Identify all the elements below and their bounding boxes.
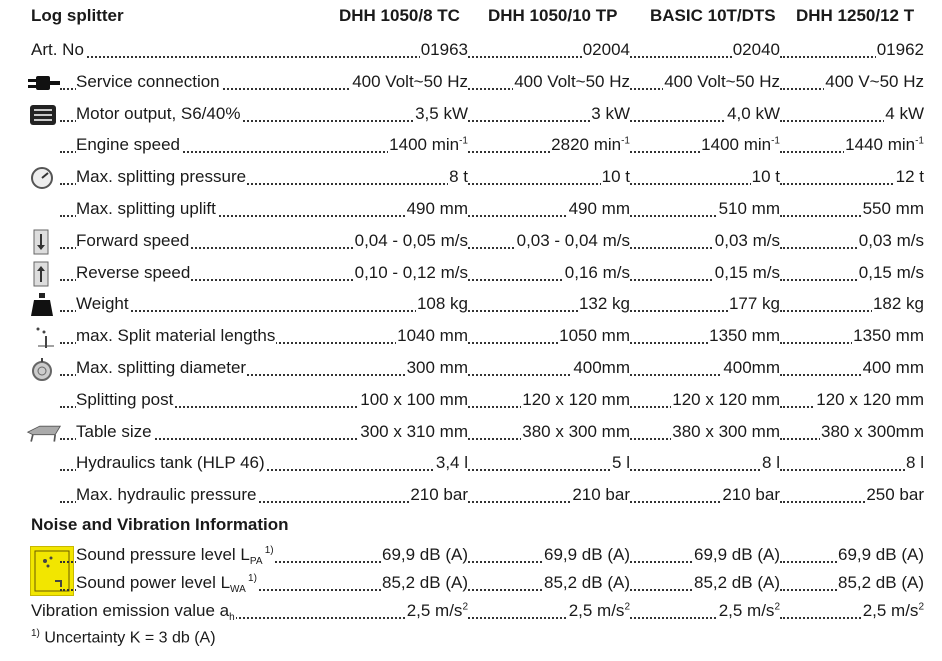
spec-value: 210 bar	[722, 485, 780, 505]
noise-label: Sound pressure level $L_{PA}$ $^{1)}$	[76, 545, 274, 567]
spec-cell	[630, 263, 780, 285]
spec-cell	[630, 390, 780, 412]
spec-cell	[630, 294, 780, 316]
spec-value: 510 mm	[718, 199, 780, 218]
noise-cell	[630, 573, 780, 595]
weight-icon	[26, 292, 62, 318]
spec-value: 490 mm	[406, 199, 468, 218]
spec-value: 02004	[582, 40, 630, 59]
spec-value: 1350 mm	[709, 326, 780, 346]
spec-label: Splitting post	[76, 389, 174, 409]
spec-cell	[630, 104, 780, 126]
spec-label: Engine speed	[76, 135, 180, 155]
spec-label: Service connection	[76, 71, 220, 91]
spec-value: 10 t	[751, 167, 780, 187]
spec-value: 177 kg	[728, 294, 780, 314]
spec-value: 0,10 - 0,12 m/s	[354, 262, 468, 282]
spec-row	[0, 227, 942, 257]
noise-cell	[780, 601, 924, 623]
spec-value: 01963	[420, 40, 468, 59]
spec-value: 132 kg	[578, 294, 630, 314]
spec-value: 250 bar	[866, 485, 924, 505]
spec-value: 120 x 120 mm	[522, 389, 630, 409]
spec-value: 1350 mm	[853, 326, 924, 346]
spec-value: 8 l	[762, 453, 780, 473]
spec-row	[0, 195, 942, 225]
spec-cell	[630, 326, 780, 348]
spec-cell	[630, 199, 780, 221]
noise-value: 2,5 $m/s^2$	[718, 601, 780, 620]
spec-row	[0, 449, 942, 479]
spec-cell	[780, 294, 924, 316]
spec-row	[0, 322, 942, 352]
spec-value: 0,04 - 0,05 m/s	[354, 230, 468, 250]
spec-value: 400 Volt~50 Hz	[514, 71, 630, 91]
spec-value: 10 t	[601, 167, 630, 187]
spec-value: 4,0 kW	[727, 103, 780, 123]
spec-value: 0,15 m/s	[858, 262, 924, 282]
noise-value: 2,5 $m/s^2$	[406, 601, 468, 620]
spec-label: Table size	[76, 421, 152, 441]
footnote-text: Uncertainty K = 3 db (A)	[44, 629, 216, 647]
spec-label: Weight	[76, 294, 129, 314]
noise-cell	[630, 601, 780, 623]
spec-row	[0, 131, 942, 161]
spec-value: 0,03 - 0,04 m/s	[516, 230, 630, 250]
noise-label: Vibration emission value $a_h$	[31, 601, 235, 623]
motor-icon	[26, 102, 62, 128]
spec-cell	[780, 72, 924, 94]
spec-label: Hydraulics tank (HLP 46)	[76, 453, 265, 473]
spec-value: 1050 mm	[559, 326, 630, 346]
spec-value: 210 bar	[572, 485, 630, 505]
spec-value: 5 l	[612, 453, 630, 473]
spec-cell	[468, 72, 630, 94]
table-title: Log splitter	[31, 6, 124, 25]
spec-value: 12 t	[895, 167, 924, 187]
spec-cell	[468, 167, 630, 189]
spec-cell	[630, 72, 780, 94]
noise-value: 69,9 dB (A)	[694, 545, 780, 564]
spec-value: 380 x 300 mm	[672, 421, 780, 441]
spec-row	[0, 36, 942, 66]
column-header-3: BASIC 10T/DTS	[650, 6, 776, 25]
spec-value: 400 mm	[862, 358, 924, 377]
spec-value: 4 kW	[885, 103, 924, 123]
noise-value: 69,9 dB (A)	[382, 545, 468, 564]
spec-cell	[780, 453, 924, 475]
spec-value: 1400 $\min^{-1}$	[389, 135, 468, 155]
spec-value: 400 Volt~50 Hz	[664, 71, 780, 91]
spec-value: 3,5 kW	[415, 103, 468, 123]
spec-cell	[468, 422, 630, 444]
spec-row	[0, 418, 942, 448]
column-header-2: DHH 1050/10 TP	[488, 6, 618, 25]
noise-row	[0, 597, 942, 627]
spec-label: Reverse speed	[76, 262, 191, 282]
spec-cell	[468, 294, 630, 316]
spec-cell	[630, 135, 780, 157]
noise-value: 85,2 dB (A)	[838, 573, 924, 592]
noise-section-title: Noise and Vibration Information	[31, 515, 289, 534]
spec-label: Motor output, S6/40%	[76, 103, 241, 123]
spec-label: Max. splitting diameter	[76, 358, 247, 377]
spec-cell	[780, 485, 924, 507]
spec-value: 02040	[732, 40, 780, 59]
spec-value: 01962	[876, 40, 924, 59]
spec-cell	[468, 135, 630, 157]
pressure-gauge-icon	[26, 165, 62, 191]
spec-cell	[630, 40, 780, 62]
spec-row	[0, 259, 942, 289]
spec-value: 550 mm	[862, 199, 924, 218]
spec-cell	[630, 231, 780, 253]
spec-value: 400mm	[723, 358, 780, 377]
noise-cell	[468, 545, 630, 567]
spec-cell	[468, 358, 630, 380]
spec-cell	[780, 390, 924, 412]
spec-value: 0,16 m/s	[564, 262, 630, 282]
spec-cell	[468, 453, 630, 475]
spec-value: 1400 $\min^{-1}$	[701, 135, 780, 155]
spec-cell	[780, 199, 924, 221]
spec-cell	[468, 104, 630, 126]
spec-value: 182 kg	[872, 294, 924, 314]
noise-cell	[630, 545, 780, 567]
spec-cell	[630, 485, 780, 507]
spec-row	[0, 354, 942, 384]
noise-label: Sound power level $L_{WA}$ $^{1)}$	[76, 573, 257, 595]
spec-value: 8 t	[449, 167, 468, 187]
noise-cell	[468, 601, 630, 623]
spec-cell	[780, 135, 924, 157]
spec-label: Max. splitting pressure	[76, 167, 247, 187]
spec-value: 120 x 120 mm	[816, 389, 924, 409]
spec-cell	[630, 167, 780, 189]
spec-cell	[780, 326, 924, 348]
spec-cell	[468, 40, 630, 62]
spec-label: Art. No	[31, 40, 84, 59]
log-diameter-icon	[26, 356, 62, 382]
spec-row	[0, 290, 942, 320]
spec-cell	[780, 231, 924, 253]
spec-cell	[780, 263, 924, 285]
spec-value: 8 l	[906, 453, 924, 473]
spec-cell	[60, 40, 468, 62]
table-size-icon	[26, 420, 62, 446]
footnote-mark: 1)	[31, 628, 40, 639]
spec-value: 400 Volt~50 Hz	[352, 71, 468, 91]
spec-value: 380 x 300 mm	[522, 421, 630, 441]
spec-value: 100 x 100 mm	[360, 389, 468, 409]
spec-row	[0, 68, 942, 98]
noise-value: 69,9 dB (A)	[544, 545, 630, 564]
spec-cell	[468, 485, 630, 507]
spec-value: 400 V~50 Hz	[825, 71, 924, 91]
spec-row	[0, 481, 942, 511]
spec-cell	[630, 453, 780, 475]
spec-value: 1440 $\min^{-1}$	[845, 135, 924, 155]
noise-row	[0, 541, 942, 571]
spec-cell	[780, 167, 924, 189]
plug-icon	[26, 70, 62, 96]
noise-value: 85,2 dB (A)	[544, 573, 630, 592]
spec-value: 300 x 310 mm	[360, 421, 468, 441]
spec-value: 380 x 300mm	[821, 421, 924, 441]
spec-value: 1040 mm	[397, 326, 468, 346]
spec-cell	[630, 422, 780, 444]
spec-cell	[468, 199, 630, 221]
noise-value: 2,5 $m/s^2$	[862, 601, 924, 620]
spec-label: max. Split material lengths	[76, 326, 276, 346]
noise-value: 2,5 $m/s^2$	[568, 601, 630, 620]
spec-label: Max. splitting uplift	[76, 199, 216, 218]
noise-cell	[468, 573, 630, 595]
split-length-icon	[26, 324, 62, 350]
column-header-4: DHH 1250/12 T	[796, 6, 915, 25]
spec-row	[0, 163, 942, 193]
spec-cell	[468, 263, 630, 285]
spec-value: 490 mm	[568, 199, 630, 218]
noise-value: 69,9 dB (A)	[838, 545, 924, 564]
spec-value: 0,03 m/s	[714, 230, 780, 250]
noise-value: 85,2 dB (A)	[694, 573, 780, 592]
spec-value: 2820 $\min^{-1}$	[551, 135, 630, 155]
spec-row	[0, 100, 942, 130]
spec-cell	[468, 390, 630, 412]
spec-cell	[780, 358, 924, 380]
spec-label: Max. hydraulic pressure	[76, 485, 257, 505]
spec-cell	[630, 358, 780, 380]
footnote	[31, 628, 216, 647]
spec-cell	[780, 422, 924, 444]
noise-cell	[780, 545, 924, 567]
noise-row	[0, 569, 942, 599]
spec-value: 210 bar	[410, 485, 468, 505]
spec-value: 400mm	[573, 358, 630, 377]
reverse-speed-icon	[26, 261, 62, 287]
spec-cell	[468, 326, 630, 348]
spec-value: 108 kg	[416, 294, 468, 314]
spec-value: 300 mm	[406, 358, 468, 377]
noise-value: 85,2 dB (A)	[382, 573, 468, 592]
spec-value: 3 kW	[591, 103, 630, 123]
forward-speed-icon	[26, 229, 62, 255]
spec-cell	[780, 104, 924, 126]
spec-value: 0,15 m/s	[714, 262, 780, 282]
noise-cell	[780, 573, 924, 595]
spec-value: 0,03 m/s	[858, 230, 924, 250]
column-header-1: DHH 1050/8 TC	[339, 6, 460, 25]
spec-cell	[468, 231, 630, 253]
spec-row	[0, 386, 942, 416]
spec-value: 3,4 l	[435, 453, 468, 473]
spec-value: 120 x 120 mm	[672, 389, 780, 409]
spec-cell	[780, 40, 924, 62]
spec-label: Forward speed	[76, 230, 190, 250]
